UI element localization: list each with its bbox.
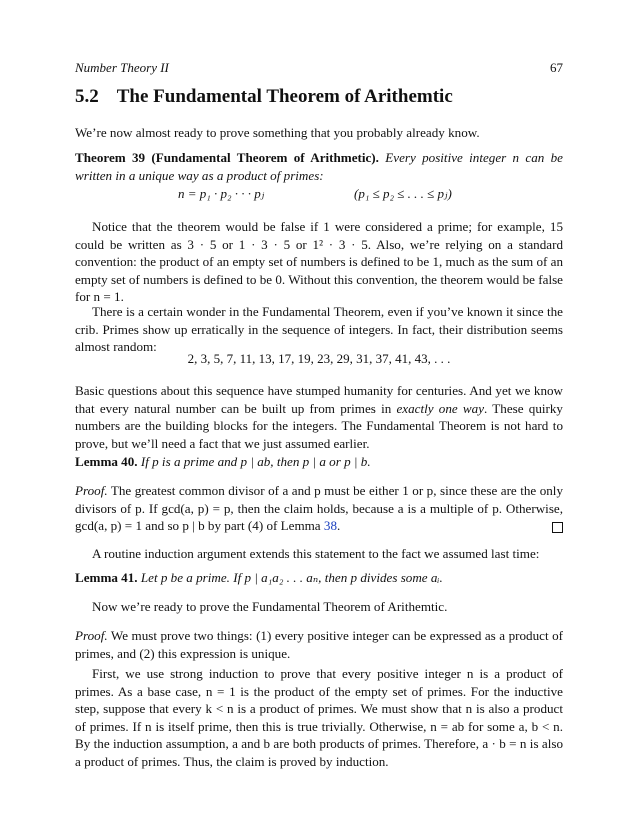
theorem-condition: (p₁ ≤ p₂ ≤ . . . ≤ pⱼ)	[354, 186, 452, 201]
section-title: The Fundamental Theorem of Arithemtic	[116, 86, 453, 107]
lemma-41	[75, 569, 563, 587]
paragraph-ready-to-prove: Now we’re ready to prove the Fundamental Theorem of Arithemtic.	[92, 599, 448, 614]
theorem-label: Theorem 39 (Fundamental Theorem of Arithmetic).	[75, 150, 379, 165]
page-number: 67	[550, 60, 563, 75]
proof-lemma-40: Proof. The greatest common divisor of a and p must be either 1 or p, since these are the only divisors of p. If gcd(a, p) = p, then the claim holds, because a is a multiple of p. Otherwise, gcd(a, p) = 1 and so p | b by part (4) of Lemma 38.	[75, 483, 563, 534]
header-title: Number Theory II	[75, 60, 169, 75]
lemma-38-link[interactable]: 38	[323, 518, 337, 534]
lemma-40-statement: If p is a prime and p | ab, then p | a or p | b.	[140, 454, 371, 469]
section-number: 5.2	[75, 86, 99, 107]
lemma-41-label: Lemma 41.	[75, 570, 138, 585]
running-header	[75, 60, 563, 76]
paragraph-primes-wonder: There is a certain wonder in the Fundamental Theorem, even if you’ve known it since the crib. Primes show up erratically in the sequence of integers. In fact, their distribution seems almost random:	[75, 304, 563, 355]
theorem-statement: Every positive integer n can be written in a unique way as a product of primes:	[75, 150, 563, 183]
proof-label: Proof.	[75, 628, 108, 643]
paragraph-induction-extends: A routine induction argument extends this statement to the fact we assumed last time:	[92, 546, 540, 561]
paragraph-existence-proof: First, we use strong induction to prove that every positive integer n is a product of primes. As a base case, n = 1 is the product of the empty set of primes. For the inductive step, suppose that every k < n is a product of primes. We must show that n is also a product of primes. If n is itself prime, then this is true trivially. Otherwise, n = ab for some a, b < n. By the induction assumption, a and b are both products of primes. Therefore, a · b = n is also a product of primes. Thus, the claim is proved by induction.	[75, 666, 563, 769]
proof-fundamental-theorem: Proof. We must prove two things: (1) every positive integer can be expressed as a product of primes, and (2) this expression is unique.	[75, 628, 563, 661]
qed-box-icon	[552, 522, 563, 533]
theorem-39	[75, 149, 563, 184]
lemma-40	[75, 453, 563, 471]
paragraph-building-blocks: Basic questions about this sequence have stumped humanity for centuries. And yet we know that every natural number can be built up from primes in exactly one way. These quirky numbers are the building blocks for the integers. The Fundamental Theorem is not hard to prove, but we’ll need a fact that we just assumed earlier.	[75, 383, 563, 451]
lemma-41-statement: Let p be a prime. If p | a₁a₂ . . . aₙ, then p divides some aᵢ.	[140, 570, 443, 585]
paragraph-empty-product: Notice that the theorem would be false if 1 were considered a prime; for example, 15 could be written as 3 · 5 or 1 · 3 · 5 or 1² · 3 · 5. Also, we’re relying on a standard convention: the product of an empty set of numbers is defined to be 1, much as the sum of an empty set of numbers is defined to be 0. Without this convention, the theorem would be false for n = 1.	[75, 219, 563, 305]
intro-paragraph: We’re now almost ready to prove something that you probably already know.	[75, 125, 480, 140]
proof-label: Proof.	[75, 483, 108, 498]
section-heading	[75, 86, 453, 108]
theorem-equation: n = p₁ · p₂ · · · pⱼ	[178, 186, 265, 201]
emphasis-exactly-one-way: exactly one way	[396, 400, 485, 416]
prime-sequence: 2, 3, 5, 7, 11, 13, 17, 19, 23, 29, 31, 37, 41, 43, . . .	[187, 351, 451, 366]
lemma-40-label: Lemma 40.	[75, 454, 138, 469]
